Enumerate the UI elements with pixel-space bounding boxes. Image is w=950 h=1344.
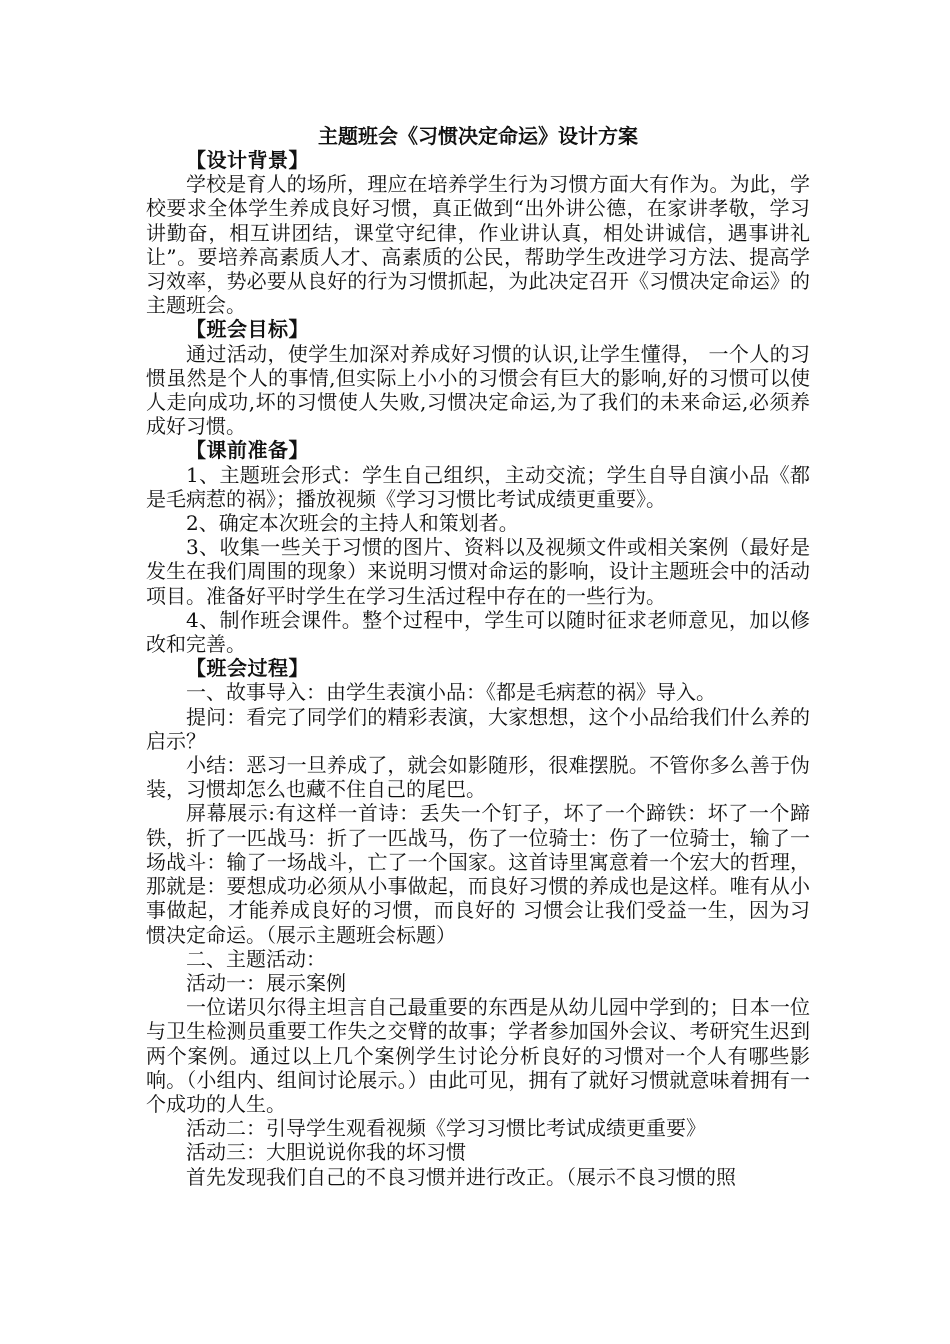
section-heading-background: 【设计背景】 bbox=[186, 148, 309, 172]
paragraph: 活动三：大胆说说你我的坏习惯 bbox=[186, 1140, 466, 1165]
paragraph: 学校是育人的场所，理应在培养学生行为习惯方面大有作为。为此，学校要求全体学生养成良好习惯，真正做到“出外讲公德，在家讲孝敬，学习讲勤奋，相互讲团结，课堂守纪律，作业讲认真，相处讲诚信，遇事讲礼让”。要培养高素质人才、高素质的公民，帮助学生改进学习方法、提高学习效率，势必要从良好的行为习惯抓起，为此决定召开《习惯决定命运》的主题班会。 bbox=[146, 172, 810, 318]
paragraph: 提问：看完了同学们的精彩表演，大家想想，这个小品给我们什么养的启示？ bbox=[146, 704, 810, 753]
paragraph: 小结：恶习一旦养成了，就会如影随形，很难摆脱。不管你多么善于伪装，习惯却怎么也藏不住自己的尾巴。 bbox=[146, 753, 810, 802]
paragraph: 一、故事导入：由学生表演小品：《都是毛病惹的祸》导入。 bbox=[186, 680, 716, 705]
paragraph: 通过活动，使学生加深对养成好习惯的认识,让学生懂得， 一个人的习惯虽然是个人的事情,但实际上小小的习惯会有巨大的影响,好的习惯可以使人走向成功,坏的习惯使人失败,习惯决定命运,为了我们的未来命运,必须养成好习惯。 bbox=[146, 341, 810, 439]
paragraph: 一位诺贝尔得主坦言自己最重要的东西是从幼儿园中学到的；日本一位与卫生检测员重要工作失之交臂的故事；学者参加国外会议、考研究生迟到两个案例。通过以上几个案例学生讨论分析良好的习惯对一个人有哪些影响。（小组内、组间讨论展示。）由此可见，拥有了就好习惯就意味着拥有一个成功的人生。 bbox=[146, 995, 810, 1116]
paragraph: 活动一：展示案例 bbox=[186, 970, 346, 995]
paragraph: 屏幕展示:有这样一首诗：丢失一个钉子，坏了一个蹄铁：坏了一个蹄铁，折了一匹战马：折了一匹战马，伤了一位骑士：伤了一位骑士，输了一场战斗：输了一场战斗，亡了一个国家。这首诗里寓意着一个宏大的哲理，那就是：要想成功必须从小事做起，而良好习惯的养成也是这样。唯有从小事做起，才能养成良好的习惯，而良好的 习惯会让我们受益一生，因为习惯决定命运。（展示主题班会标题） bbox=[146, 801, 810, 947]
paragraph: 4、制作班会课件。整个过程中，学生可以随时征求老师意见，加以修改和完善。 bbox=[146, 607, 810, 657]
paragraph: 2、确定本次班会的主持人和策划者。 bbox=[186, 511, 519, 536]
paragraph: 活动二：引导学生观看视频《学习习惯比考试成绩更重要》 bbox=[186, 1116, 706, 1141]
paragraph: 3、收集一些关于习惯的图片、资料以及视频文件或相关案例（最好是发生在我们周围的现象）来说明习惯对命运的影响，设计主题班会中的活动项目。准备好平时学生在学习生活过程中存在的一些行为。 bbox=[146, 535, 810, 608]
section-heading-goals: 【班会目标】 bbox=[186, 317, 309, 342]
section-heading-process: 【班会过程】 bbox=[186, 656, 309, 681]
paragraph: 二、主题活动： bbox=[186, 946, 326, 971]
paragraph: 首先发现我们自己的不良习惯并进行改正。（展示不良习惯的照 bbox=[186, 1164, 736, 1189]
document-title: 主题班会《习惯决定命运》设计方案 bbox=[318, 124, 638, 148]
document-body bbox=[146, 124, 810, 1189]
paragraph: 1、主题班会形式：学生自己组织，主动交流；学生自导自演小品《都是毛病惹的祸》；播放视频《学习习惯比考试成绩更重要》。 bbox=[146, 462, 810, 511]
section-heading-preparation: 【课前准备】 bbox=[186, 438, 309, 463]
